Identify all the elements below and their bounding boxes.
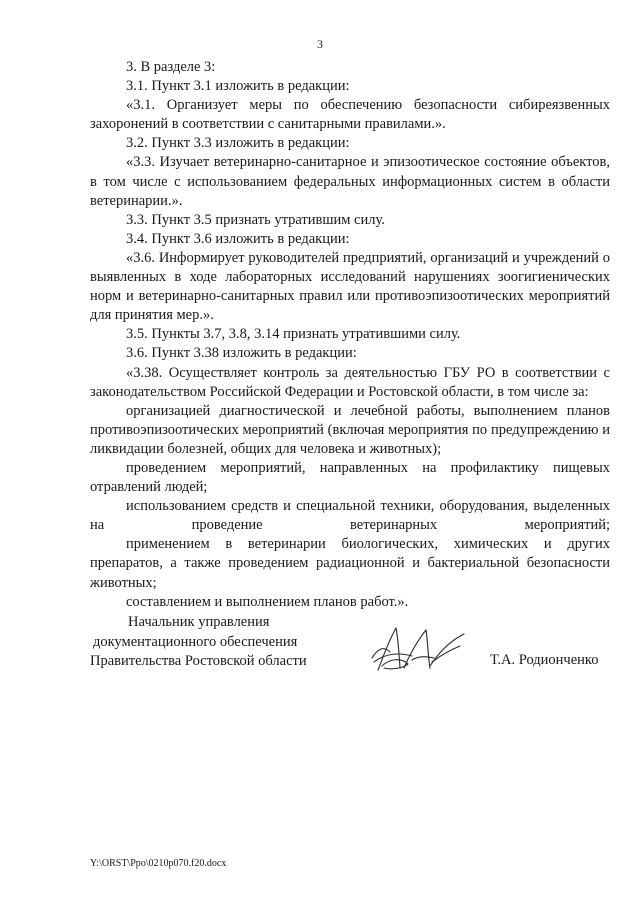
quoted-clause: «3.3. Изучает ветеринарно-санитарное и эпизоотическое состояние объектов, в том числе с использованием федеральных информационных систем в области ветеринарии.». (90, 154, 610, 209)
signatory-title-line: Правительства Ростовской области (90, 653, 307, 669)
quoted-clause: «3.38. Осуществляет контроль за деятельностью ГБУ РО в соответствии с законодательством Российской Федерации и Ростовской области, в том числе за: (90, 364, 610, 400)
paragraph: 3.3. Пункт 3.5 признать утратившим силу. (126, 211, 385, 228)
paragraph: 3.5. Пункты 3.7, 3.8, 3.14 признать утратившими силу. (126, 326, 461, 343)
document-body (90, 58, 610, 612)
signatory-title-line: документационного обеспечения (93, 633, 298, 650)
paragraph: 3.1. Пункт 3.1 изложить в редакции: (126, 78, 350, 95)
list-item: составлением и выполнением планов работ.». (126, 593, 409, 610)
signatory-title-line: Начальник управления (128, 614, 270, 630)
section-heading: 3. В разделе 3: (126, 59, 216, 75)
file-path: Y:\ORST\Ppo\0210p070.f20.docx (90, 858, 227, 869)
page-number: 3 (317, 37, 323, 51)
paragraph: 3.4. Пункт 3.6 изложить в редакции: (126, 230, 350, 247)
list-item: использованием средств и специальной техники, оборудования, выделенных на проведение ветеринарных мероприятий; (90, 498, 610, 534)
handwritten-signature (368, 618, 468, 676)
quoted-clause: «3.1. Организует меры по обеспечению безопасности сибиреязвенных захоронений в соответствии с санитарными правилами.». (90, 97, 610, 133)
paragraph: 3.2. Пункт 3.3 изложить в редакции: (126, 135, 350, 152)
list-item: проведением мероприятий, направленных на профилактику пищевых отравлений людей; (90, 459, 610, 496)
list-item: применением в ветеринарии биологических, химических и других препаратов, а также проведением радиационной и бактериальной безопасности животных; (90, 536, 610, 591)
signatory-title (90, 613, 307, 672)
signer-name: Т.А. Родионченко (490, 652, 599, 668)
list-item: организацией диагностической и лечебной работы, выполнением планов противоэпизоотических мероприятий (включая мероприятия по предупреждению и ликвидации болезней, общих для человека и животных); (90, 402, 610, 457)
quoted-clause: «3.6. Информирует руководителей предприятий, организаций и учреждений о выявленных в ходе лабораторных исследований нарушениях зоогигиенических норм и ветеринарно-санитарных правил или противоэпизоотических мероприятий для принятия мер.». (90, 249, 610, 324)
paragraph: 3.6. Пункт 3.38 изложить в редакции: (126, 345, 357, 362)
